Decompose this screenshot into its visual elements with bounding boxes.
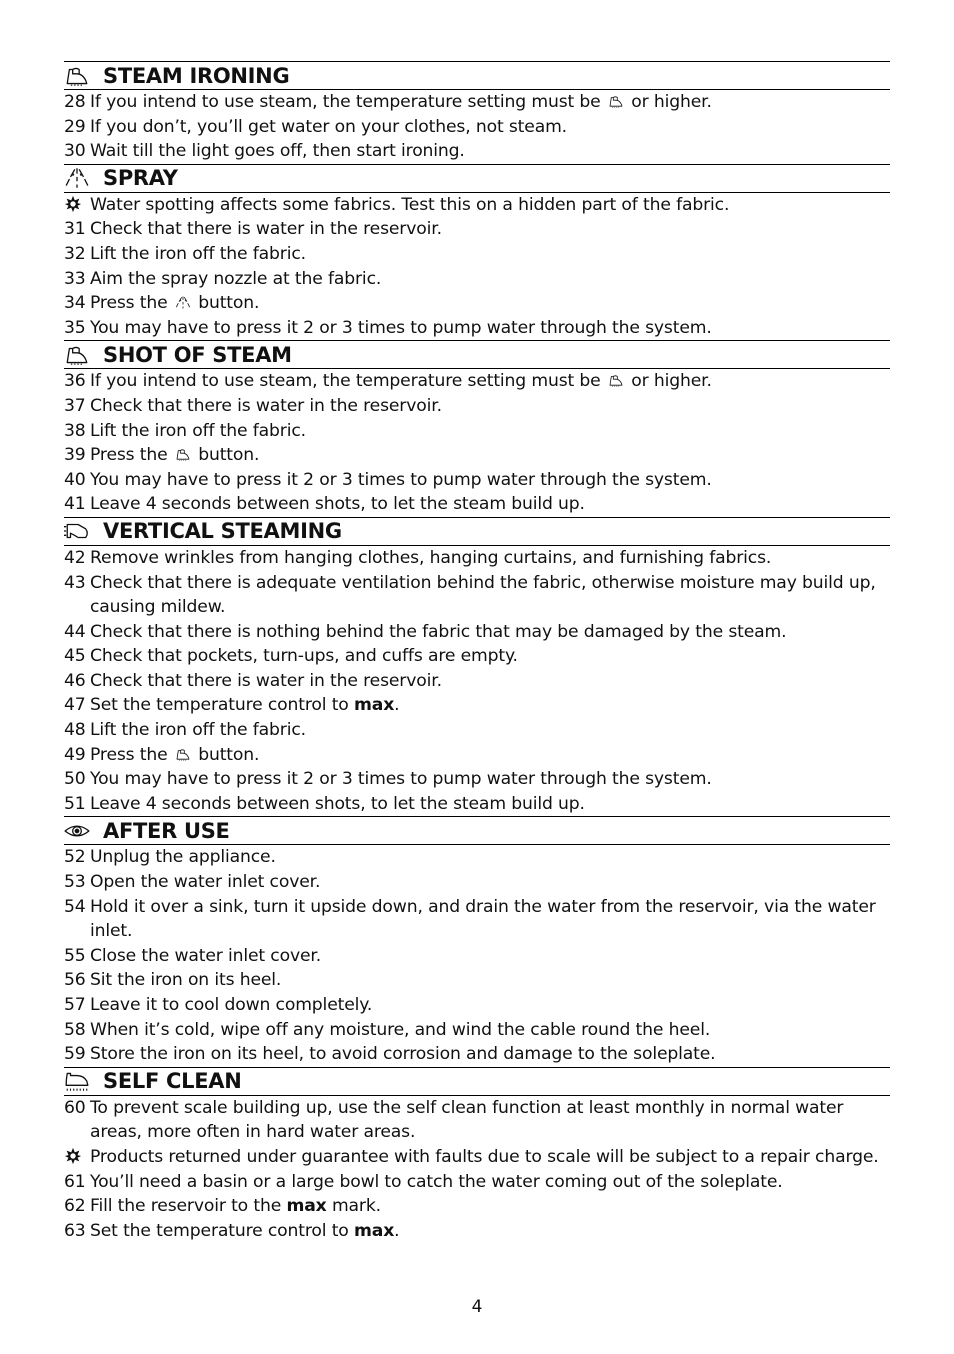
- list-item: [64, 845, 890, 870]
- item-number: 47: [64, 695, 86, 716]
- list-item: [64, 718, 890, 743]
- item-text: Wait till the light goes off, then start ironing.: [90, 141, 465, 162]
- item-text: To prevent scale building up, use the self clean function at least monthly in normal water areas, more often in hard water areas.: [90, 1097, 844, 1143]
- item-text: [90, 1194, 890, 1219]
- list-item: [64, 968, 890, 993]
- item-text: You may have to press it 2 or 3 times to pump water through the system.: [90, 469, 712, 490]
- list-item: [64, 492, 890, 517]
- item-text: [90, 90, 890, 115]
- item-text: Unplug the appliance.: [90, 847, 276, 868]
- item-text-pre: Fill the reservoir to the: [90, 1196, 282, 1217]
- item-number: 30: [64, 141, 86, 162]
- item-number: 36: [64, 371, 86, 392]
- item-text: Check that there is adequate ventilation behind the fabric, otherwise moisture may build up, causing mildew.: [90, 572, 876, 618]
- item-number: 60: [64, 1097, 86, 1118]
- list-item: [64, 394, 890, 419]
- list-item: [64, 1042, 890, 1067]
- steam-icon: [606, 371, 626, 391]
- section-heading: [64, 61, 890, 90]
- list-item: [64, 115, 890, 140]
- item-text: Check that there is nothing behind the fabric that may be damaged by the steam.: [90, 621, 787, 642]
- list-item: [64, 1170, 890, 1195]
- bold-term: max: [286, 1196, 327, 1217]
- list-item: [64, 767, 890, 792]
- item-text: Remove wrinkles from hanging clothes, hanging curtains, and furnishing fabrics.: [90, 547, 772, 568]
- item-text: If you don’t, you’ll get water on your clothes, not steam.: [90, 116, 567, 137]
- section-heading: [64, 816, 890, 845]
- list-item: [64, 1096, 890, 1145]
- item-text: You’ll need a basin or a large bowl to catch the water coming out of the soleplate.: [90, 1171, 783, 1192]
- item-text: [90, 443, 890, 468]
- shot-of-steam-icon: [173, 745, 193, 765]
- section-title: VERTICAL STEAMING: [103, 519, 342, 544]
- steam-icon: [64, 65, 90, 87]
- spray-icon: [173, 293, 193, 313]
- item-number: 39: [64, 445, 86, 466]
- list-item: [64, 620, 890, 645]
- item-number: 43: [64, 572, 86, 593]
- list-item: [64, 468, 890, 493]
- list-item: [64, 546, 890, 571]
- section-heading: [64, 1067, 890, 1096]
- item-number: 46: [64, 670, 86, 691]
- section-heading: [64, 164, 890, 193]
- item-number: 48: [64, 720, 86, 741]
- list-item: [64, 443, 890, 468]
- list-item: [64, 291, 890, 316]
- list-item: [64, 1194, 890, 1219]
- item-number: 63: [64, 1220, 86, 1241]
- list-item: [64, 419, 890, 444]
- item-number: 52: [64, 847, 86, 868]
- list-item: [64, 139, 890, 164]
- item-text-pre: If you intend to use steam, the temperature setting must be: [90, 371, 601, 392]
- item-number: 37: [64, 395, 86, 416]
- section-title: AFTER USE: [103, 818, 230, 843]
- item-number: 55: [64, 945, 86, 966]
- item-number: 29: [64, 116, 86, 137]
- list-item: [64, 743, 890, 768]
- item-text-pre: Set the temperature control to: [90, 1220, 349, 1241]
- item-text: [90, 291, 890, 316]
- item-text-pre: Press the: [90, 445, 168, 466]
- item-text-pre: Set the temperature control to: [90, 695, 349, 716]
- list-item: [64, 669, 890, 694]
- item-text: Lift the iron off the fabric.: [90, 720, 306, 741]
- list-item: [64, 1219, 890, 1244]
- item-number: 44: [64, 621, 86, 642]
- item-number: 50: [64, 769, 86, 790]
- item-text: Lift the iron off the fabric.: [90, 243, 306, 264]
- eye-icon: [64, 820, 90, 842]
- list-item: [64, 571, 890, 620]
- item-number: 41: [64, 494, 86, 515]
- list-item: [64, 267, 890, 292]
- item-text: Lift the iron off the fabric.: [90, 420, 306, 441]
- item-text: Close the water inlet cover.: [90, 945, 322, 966]
- item-number: 40: [64, 469, 86, 490]
- item-number: 34: [64, 293, 86, 314]
- item-number: 42: [64, 547, 86, 568]
- item-text-pre: If you intend to use steam, the temperature setting must be: [90, 92, 601, 112]
- item-number: 31: [64, 219, 86, 240]
- item-number: 32: [64, 243, 86, 264]
- item-text-pre: Press the: [90, 744, 168, 765]
- item-number: 61: [64, 1171, 86, 1192]
- item-number: 57: [64, 995, 86, 1015]
- list-item: [64, 644, 890, 669]
- spray-icon: [64, 167, 90, 189]
- section-heading: [64, 340, 890, 369]
- item-text-post: button.: [198, 293, 260, 314]
- section-title: STEAM IRONING: [103, 63, 290, 88]
- item-text: [90, 369, 890, 394]
- item-text: [90, 1219, 890, 1244]
- list-item: [64, 242, 890, 267]
- self-clean-icon: [64, 1070, 90, 1092]
- item-number: 38: [64, 420, 86, 441]
- section-title: SPRAY: [103, 166, 178, 191]
- vertical-steam-icon: [64, 520, 90, 542]
- item-number: 54: [64, 896, 86, 917]
- list-item: [64, 792, 890, 817]
- page-number: 4: [471, 1297, 483, 1317]
- list-item: [64, 870, 890, 895]
- item-number: 35: [64, 317, 86, 338]
- item-text: Hold it over a sink, turn it upside down, and drain the water from the reservoir, via the water inlet.: [90, 896, 876, 942]
- item-text: Sit the iron on its heel.: [90, 970, 282, 991]
- item-text: Check that pockets, turn-ups, and cuffs are empty.: [90, 646, 518, 667]
- item-text: When it’s cold, wipe off any moisture, and wind the cable round the heel.: [90, 1019, 711, 1040]
- item-text: Check that there is water in the reservoir.: [90, 395, 442, 416]
- item-number: 58: [64, 1019, 86, 1040]
- item-text: Products returned under guarantee with faults due to scale will be subject to a repair charge.: [90, 1146, 879, 1167]
- shot-of-steam-icon: [173, 445, 193, 465]
- item-text: [90, 693, 890, 718]
- item-number: 33: [64, 268, 86, 289]
- warning-star-icon: [64, 1145, 90, 1170]
- manual-page: [64, 61, 890, 1243]
- item-number: 56: [64, 970, 86, 991]
- list-item: [64, 90, 890, 115]
- list-item: [64, 217, 890, 242]
- item-text: Open the water inlet cover.: [90, 872, 321, 893]
- bold-term: max: [353, 695, 395, 716]
- section-title: SELF CLEAN: [103, 1069, 242, 1094]
- list-item: [64, 193, 890, 218]
- item-number: 45: [64, 646, 86, 667]
- item-number: 59: [64, 1044, 86, 1065]
- item-text: You may have to press it 2 or 3 times to pump water through the system.: [90, 317, 712, 338]
- section-heading: [64, 517, 890, 546]
- item-text-post: or higher.: [631, 371, 712, 392]
- item-text: Store the iron on its heel, to avoid corrosion and damage to the soleplate.: [90, 1044, 716, 1065]
- item-text-post: button.: [198, 445, 260, 466]
- item-text: Check that there is water in the reservoir.: [90, 219, 442, 240]
- item-text-post: .: [394, 695, 400, 716]
- warning-star-icon: [64, 193, 90, 218]
- item-text-post: mark.: [331, 1196, 381, 1217]
- item-number: 51: [64, 793, 86, 814]
- item-text-post: or higher.: [631, 92, 712, 112]
- list-item: [64, 693, 890, 718]
- item-text-post: button.: [198, 744, 260, 765]
- item-text: You may have to press it 2 or 3 times to pump water through the system.: [90, 769, 712, 790]
- item-number: 28: [64, 92, 86, 112]
- section-title: SHOT OF STEAM: [103, 342, 292, 367]
- steam-icon: [606, 92, 626, 112]
- list-item: [64, 1018, 890, 1043]
- list-item: [64, 993, 890, 1018]
- list-item: [64, 944, 890, 969]
- shot-of-steam-icon: [64, 344, 90, 366]
- item-text-post: .: [394, 1220, 400, 1241]
- item-text: Aim the spray nozzle at the fabric.: [90, 268, 382, 289]
- item-number: 53: [64, 872, 86, 893]
- list-item: [64, 895, 890, 944]
- item-text-pre: Press the: [90, 293, 168, 314]
- item-text: Water spotting affects some fabrics. Test this on a hidden part of the fabric.: [90, 194, 730, 215]
- list-item: [64, 316, 890, 341]
- item-number: 49: [64, 744, 86, 765]
- item-text: Check that there is water in the reservoir.: [90, 670, 442, 691]
- item-text: Leave 4 seconds between shots, to let the steam build up.: [90, 494, 585, 515]
- item-text: [90, 743, 890, 768]
- bold-term: max: [353, 1220, 395, 1241]
- list-item: [64, 1145, 890, 1170]
- item-number: 62: [64, 1196, 86, 1217]
- item-text: Leave it to cool down completely.: [90, 995, 373, 1015]
- item-text: Leave 4 seconds between shots, to let the steam build up.: [90, 793, 585, 814]
- list-item: [64, 369, 890, 394]
